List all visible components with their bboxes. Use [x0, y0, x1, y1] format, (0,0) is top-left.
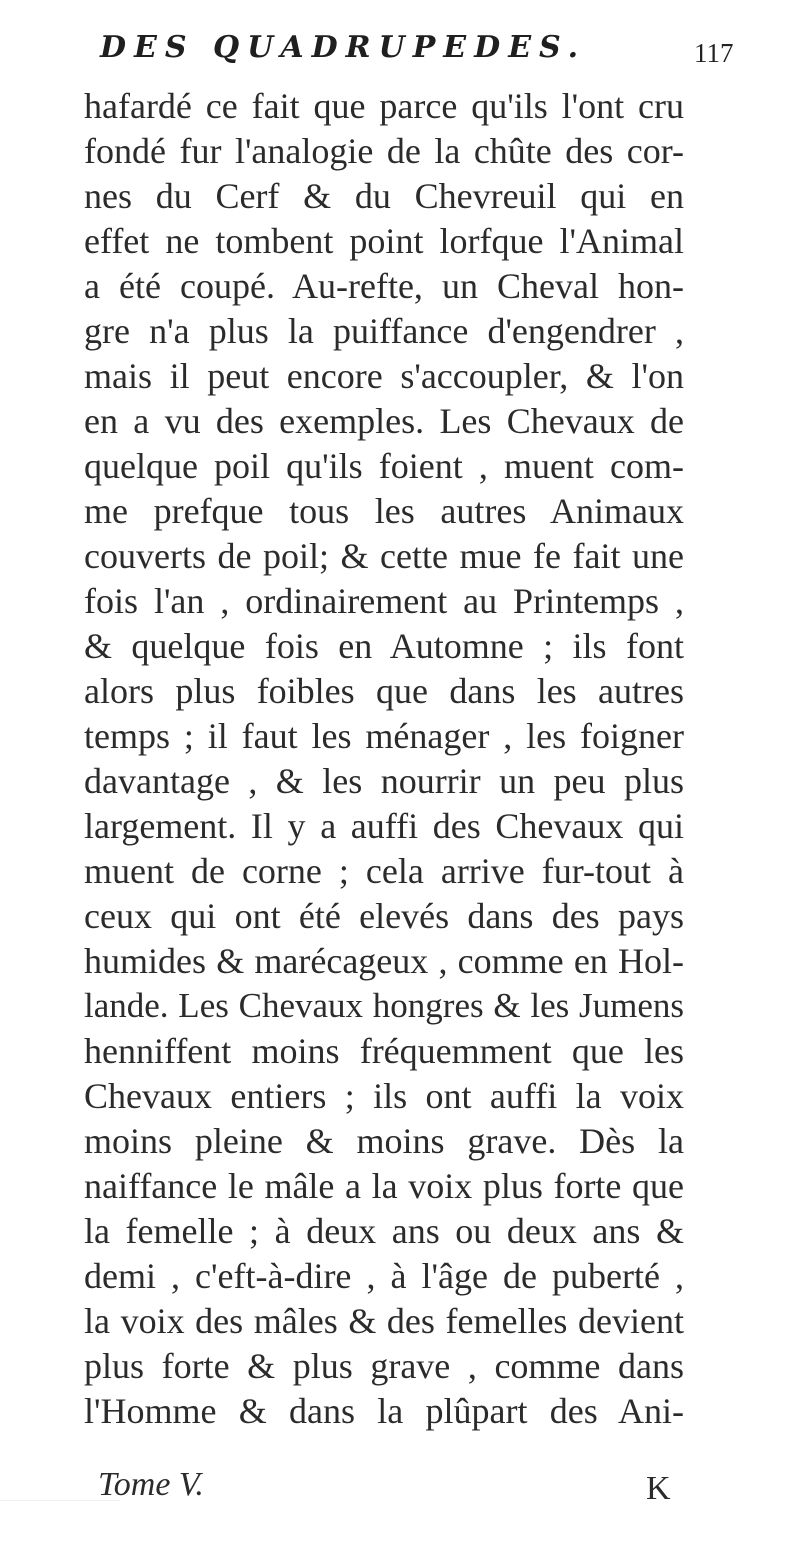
text-line: naiffance le mâle a la voix plus forte que: [84, 1166, 684, 1206]
text-line: Chevaux entiers ; ils ont auffi la voix: [84, 1076, 684, 1116]
text-line: couverts de poil; & cette mue fe fait une: [84, 536, 684, 576]
text-line: humides & marécageux , comme en Hol-: [84, 941, 684, 981]
text-line: l'Homme & dans la plûpart des Ani-: [84, 1391, 684, 1431]
text-line: me prefque tous les autres Animaux: [84, 491, 684, 531]
text-line: demi , c'eft-à-dire , à l'âge de puberté ,: [84, 1256, 684, 1296]
text-line: ceux qui ont été elevés dans des pays: [84, 896, 684, 936]
text-line: la voix des mâles & des femelles devient: [84, 1301, 684, 1341]
text-line: henniffent moins fréquemment que les: [84, 1031, 684, 1071]
text-line: mais il peut encore s'accoupler, & l'on: [84, 356, 684, 396]
text-line: largement. Il y a auffi des Chevaux qui: [84, 806, 684, 846]
text-line: & quelque fois en Automne ; ils font: [84, 626, 684, 666]
text-line: hafardé ce fait que parce qu'ils l'ont cru: [84, 86, 684, 126]
text-line: gre n'a plus la puiffance d'engendrer ,: [84, 311, 684, 351]
text-line: moins pleine & moins grave. Dès la: [84, 1121, 684, 1161]
text-line: la femelle ; à deux ans ou deux ans &: [84, 1211, 684, 1251]
text-line: en a vu des exemples. Les Chevaux de: [84, 401, 684, 441]
text-line: quelque poil qu'ils foient , muent com-: [84, 446, 684, 486]
text-line: davantage , & les nourrir un peu plus: [84, 761, 684, 801]
text-line: alors plus foibles que dans les autres: [84, 671, 684, 711]
page-edge-shadow: [0, 1500, 120, 1556]
text-line: temps ; il faut les ménager , les foigner: [84, 716, 684, 756]
text-line: lande. Les Chevaux hongres & les Jumens: [84, 986, 684, 1025]
page-number: 117: [694, 38, 734, 68]
text-line: plus forte & plus grave , comme dans: [84, 1346, 684, 1386]
text-line: fois l'an , ordinairement au Printemps ,: [84, 581, 684, 621]
text-line: nes du Cerf & du Chevreuil qui en: [84, 176, 684, 216]
running-title: DES QUADRUPEDES.: [100, 30, 587, 65]
text-line: effet ne tombent point lorfque l'Animal: [84, 221, 684, 261]
signature-mark: K: [646, 1470, 671, 1507]
volume-label: Tome V.: [98, 1466, 204, 1503]
text-line: a été coupé. Au-refte, un Cheval hon-: [84, 266, 684, 306]
text-line: muent de corne ; cela arrive fur-tout à: [84, 851, 684, 891]
text-line: fondé fur l'analogie de la chûte des cor-: [84, 131, 684, 171]
